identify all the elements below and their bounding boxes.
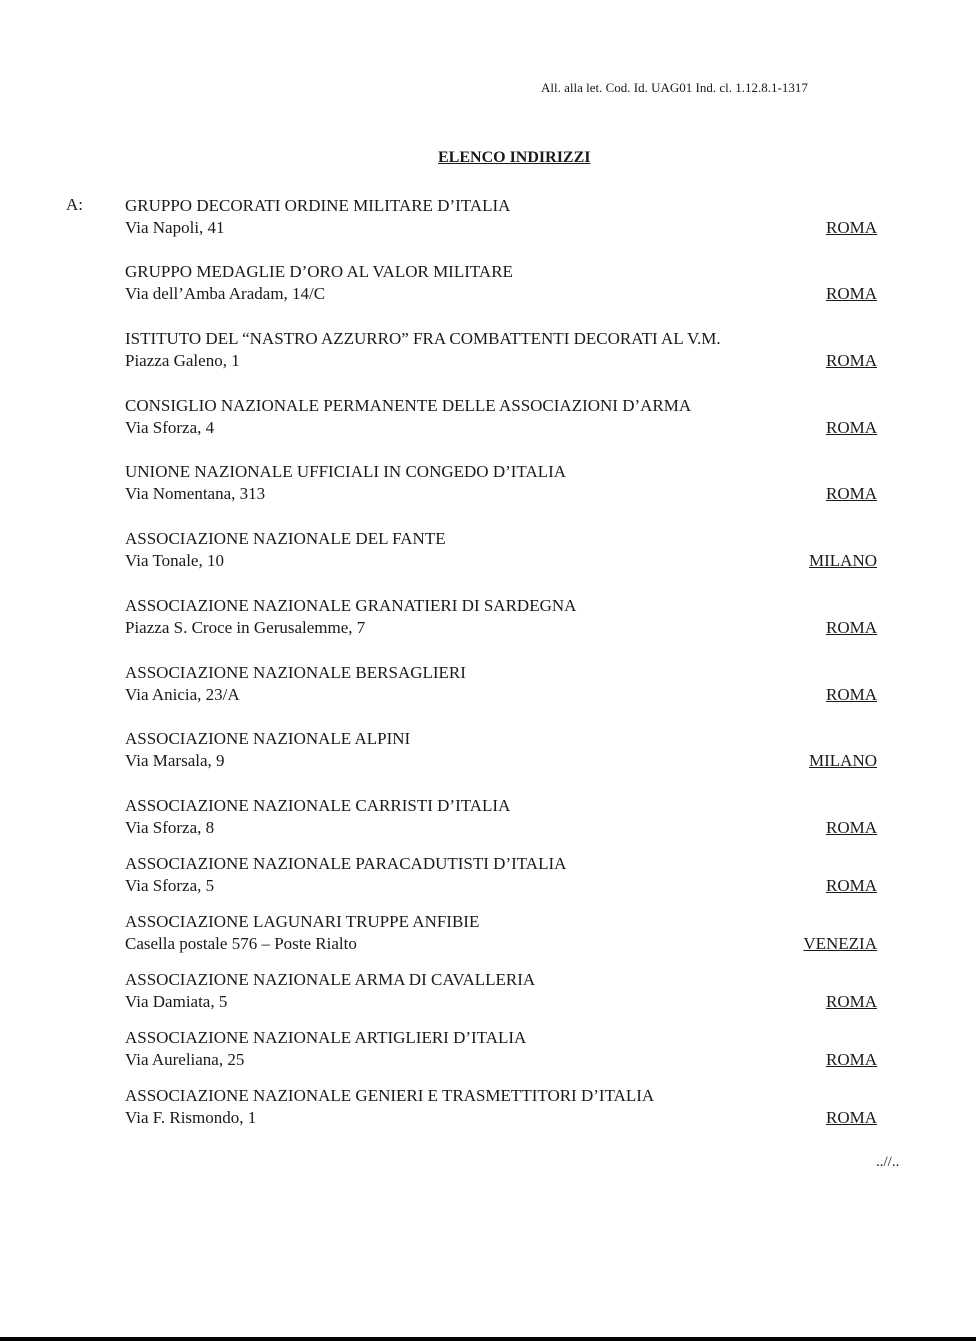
entry-name: ASSOCIAZIONE NAZIONALE GRANATIERI DI SARDEGNA xyxy=(125,596,577,615)
entry-city: MILANO xyxy=(809,551,877,570)
entry-address: Via Nomentana, 313 xyxy=(125,484,266,503)
entry-city: ROMA xyxy=(825,876,877,895)
entry-7 xyxy=(125,596,879,642)
entry-name: CONSIGLIO NAZIONALE PERMANENTE DELLE ASSOCIAZIONI D’ARMA xyxy=(125,396,692,415)
entry-city: ROMA xyxy=(825,992,877,1011)
entry-name: ASSOCIAZIONE NAZIONALE GENIERI E TRASMETTITORI D’ITALIA xyxy=(125,1086,655,1105)
entry-city: ROMA xyxy=(825,284,877,303)
entry-name: GRUPPO MEDAGLIE D’ORO AL VALOR MILITARE xyxy=(125,262,513,281)
entry-address: Via Sforza, 8 xyxy=(125,818,215,837)
entry-name: ASSOCIAZIONE NAZIONALE DEL FANTE xyxy=(125,529,446,548)
entry-15 xyxy=(125,1086,879,1132)
entry-address: Via F. Rismondo, 1 xyxy=(125,1108,257,1127)
entry-address: Via Napoli, 41 xyxy=(125,218,225,237)
entry-name: ASSOCIAZIONE NAZIONALE PARACADUTISTI D’ITALIA xyxy=(125,854,567,873)
continuation-mark: ..//.. xyxy=(876,1154,900,1170)
entry-address: Via Aureliana, 25 xyxy=(125,1050,245,1069)
entry-city: VENEZIA xyxy=(803,934,877,953)
entry-name: ASSOCIAZIONE NAZIONALE ARMA DI CAVALLERIA xyxy=(125,970,536,989)
entry-name: ASSOCIAZIONE NAZIONALE ARTIGLIERI D’ITALIA xyxy=(125,1028,527,1047)
entry-city: MILANO xyxy=(809,751,877,770)
entry-name: ISTITUTO DEL “NASTRO AZZURRO” FRA COMBATTENTI DECORATI AL V.M. xyxy=(125,329,721,348)
entry-city: ROMA xyxy=(825,351,877,370)
entry-address: Via Sforza, 4 xyxy=(125,418,215,437)
entry-9 xyxy=(125,729,879,775)
entry-12 xyxy=(125,912,879,958)
entry-address: Piazza Galeno, 1 xyxy=(125,351,240,370)
entry-city: ROMA xyxy=(825,1108,877,1127)
entry-address: Via Sforza, 5 xyxy=(125,876,215,895)
entry-4 xyxy=(125,396,879,442)
entry-5 xyxy=(125,462,879,508)
entry-city: ROMA xyxy=(825,1050,877,1069)
entry-city: ROMA xyxy=(825,685,877,704)
recipient-prefix: A: xyxy=(66,195,83,214)
entry-address: Via Damiata, 5 xyxy=(125,992,228,1011)
entry-name: ASSOCIAZIONE NAZIONALE CARRISTI D’ITALIA xyxy=(125,796,511,815)
bottom-rule xyxy=(0,1337,976,1341)
reference-line: All. alla let. Cod. Id. UAG01 Ind. cl. 1.12.8.1-1317 xyxy=(541,80,808,95)
entry-address: Casella postale 576 – Poste Rialto xyxy=(125,934,357,953)
entry-name: ASSOCIAZIONE NAZIONALE BERSAGLIERI xyxy=(125,663,466,682)
entry-city: ROMA xyxy=(825,618,877,637)
entry-2 xyxy=(125,262,879,308)
entry-name: UNIONE NAZIONALE UFFICIALI IN CONGEDO D’ITALIA xyxy=(125,462,567,481)
entry-name: GRUPPO DECORATI ORDINE MILITARE D’ITALIA xyxy=(125,196,511,215)
entry-city: ROMA xyxy=(825,218,877,237)
entry-address: Piazza S. Croce in Gerusalemme, 7 xyxy=(125,618,366,637)
entry-address: Via Tonale, 10 xyxy=(125,551,224,570)
entry-1 xyxy=(125,196,879,242)
entry-11 xyxy=(125,854,879,900)
entry-address: Via dell’Amba Aradam, 14/C xyxy=(125,284,326,303)
entry-3 xyxy=(125,329,879,375)
entry-city: ROMA xyxy=(825,418,877,437)
entry-name: ASSOCIAZIONE LAGUNARI TRUPPE ANFIBIE xyxy=(125,912,480,931)
entry-address: Via Marsala, 9 xyxy=(125,751,225,770)
entry-14 xyxy=(125,1028,879,1074)
entry-8 xyxy=(125,663,879,709)
document-title: ELENCO INDIRIZZI xyxy=(438,149,591,166)
entry-city: ROMA xyxy=(825,818,877,837)
entry-address: Via Anicia, 23/A xyxy=(125,685,240,704)
entry-10 xyxy=(125,796,879,842)
entry-6 xyxy=(125,529,879,575)
entry-13 xyxy=(125,970,879,1016)
entry-name: ASSOCIAZIONE NAZIONALE ALPINI xyxy=(125,729,411,748)
entry-city: ROMA xyxy=(825,484,877,503)
